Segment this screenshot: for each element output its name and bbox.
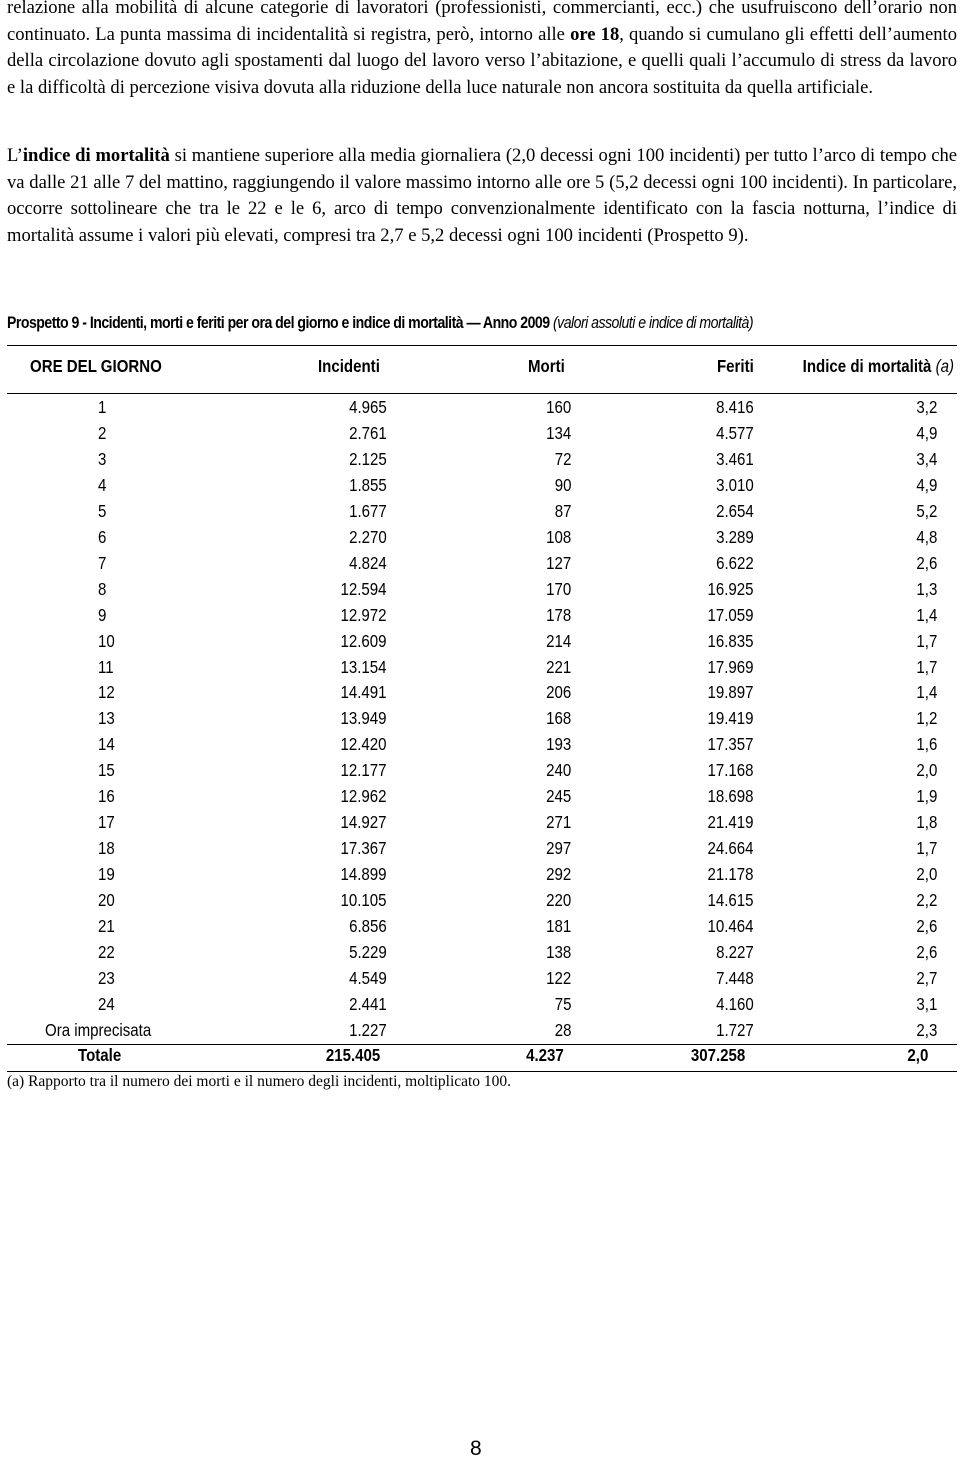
cell-incidenti: 12.594	[340, 578, 387, 599]
cell-morti: 221	[545, 656, 571, 677]
total-incidenti: 215.405	[325, 1045, 380, 1065]
total-morti: 4.237	[526, 1045, 564, 1065]
cell-incidenti: 2.125	[349, 448, 387, 469]
cell-incidenti: 14.927	[340, 812, 387, 833]
cell-feriti: 19.419	[707, 708, 754, 729]
cell-indice: 2,0	[916, 760, 937, 781]
cell-ora: 4	[98, 474, 107, 495]
total-indice: 2,0	[907, 1045, 928, 1065]
cell-incidenti: 12.609	[340, 630, 387, 651]
cell-incidenti: 4.549	[349, 967, 387, 988]
cell-morti: 220	[545, 890, 571, 911]
table-row	[0, 916, 960, 942]
cell-morti: 193	[545, 734, 571, 755]
cell-feriti: 21.419	[707, 812, 754, 833]
total-label: Totale	[78, 1045, 122, 1065]
cell-indice: 1,8	[916, 812, 937, 833]
cell-feriti: 17.168	[707, 760, 754, 781]
cell-incidenti: 2.270	[349, 526, 387, 547]
table-caption-subtitle: (valori assoluti e indice di mortalità)	[552, 314, 754, 332]
table-total-row	[0, 1045, 960, 1071]
cell-ora: 12	[98, 682, 115, 703]
table-bottom-rule	[7, 1071, 957, 1072]
table-row	[0, 631, 960, 657]
table-row	[0, 475, 960, 501]
table-row	[0, 553, 960, 579]
cell-incidenti: 1.677	[349, 500, 387, 521]
cell-ora: 8	[98, 578, 107, 599]
cell-morti: 138	[545, 941, 571, 962]
cell-morti: 108	[545, 526, 571, 547]
cell-ora: 16	[98, 786, 115, 807]
cell-morti: 181	[545, 916, 571, 936]
table-row	[0, 397, 960, 423]
header-indice-label: Indice di mortalità	[802, 356, 932, 376]
cell-ora: 24	[98, 993, 115, 1014]
paragraph-emphasis: indice di mortalità	[22, 145, 170, 166]
table-row	[0, 605, 960, 631]
paragraph-text: L’	[7, 145, 23, 166]
cell-incidenti: 2.761	[349, 422, 387, 443]
cell-morti: 127	[545, 552, 571, 573]
cell-ora: 14	[98, 734, 115, 755]
cell-indice: 2,2	[916, 890, 937, 911]
cell-morti: 160	[545, 397, 571, 417]
cell-feriti: 8.227	[716, 941, 754, 962]
table-row	[0, 760, 960, 786]
paragraph-text: In particolare, occorre sottolineare che tra le 22 e le 6, arco di tempo convenzionalmente identificato con la fascia notturna, l’indice di mortalità assume i valori più elevati, compresi tra 2,7 e 5,2 decessi ogni 100 incidenti (Prospetto 9).	[7, 171, 957, 246]
cell-feriti: 3.461	[716, 448, 754, 469]
cell-ora: 23	[98, 967, 115, 988]
cell-feriti: 7.448	[716, 967, 754, 988]
cell-indice: 1,3	[916, 578, 937, 599]
cell-morti: 28	[554, 1019, 571, 1040]
table-caption	[7, 314, 826, 333]
cell-ora: 11	[98, 656, 114, 677]
cell-feriti: 14.615	[707, 890, 754, 911]
cell-morti: 292	[545, 864, 571, 885]
cell-ora: 2	[98, 422, 107, 443]
paragraph-emphasis: ore 18	[570, 23, 620, 45]
cell-morti: 87	[554, 500, 571, 521]
paragraph-text: , quando si cumulano gli effetti dell’aumento della circolazione dovuto agli spostamenti dal luogo del lavoro verso l’abitazione, e quelli quali l’accumulo di stress da lavoro e la difficoltà di percezione visiva dovuta alla riduzione della luce naturale non ancora sostituita da quella artificiale.	[7, 23, 957, 98]
table-row	[0, 1020, 960, 1046]
cell-ora: 19	[98, 864, 115, 885]
table-row	[0, 734, 960, 760]
cell-morti: 178	[545, 604, 571, 625]
cell-indice: 5,2	[916, 500, 937, 521]
cell-indice: 2,3	[916, 1019, 937, 1040]
table-row	[0, 501, 960, 527]
cell-incidenti: 13.154	[340, 656, 387, 677]
cell-feriti: 24.664	[707, 838, 754, 859]
paragraph-mortality-index	[7, 143, 957, 249]
cell-ora: 20	[98, 890, 115, 911]
table-caption-title: Prospetto 9 - Incidenti, morti e feriti per ora del giorno e indice di mortalità — Anno 2009	[7, 314, 550, 332]
table-row	[0, 449, 960, 475]
cell-ora: 21	[98, 916, 115, 936]
total-feriti: 307.258	[690, 1045, 745, 1065]
cell-ora: 15	[98, 760, 115, 781]
cell-feriti: 17.059	[707, 604, 754, 625]
cell-incidenti: 10.105	[340, 890, 387, 911]
cell-morti: 90	[554, 474, 571, 495]
table-top-rule	[7, 345, 957, 346]
cell-incidenti: 12.420	[340, 734, 387, 755]
cell-feriti: 18.698	[707, 786, 754, 807]
table-row	[0, 968, 960, 994]
cell-ora: 17	[98, 812, 115, 833]
table-row	[0, 890, 960, 916]
page-number: 8	[470, 1437, 482, 1460]
cell-indice: 2,7	[916, 967, 937, 988]
cell-incidenti: 12.962	[340, 786, 387, 807]
cell-morti: 206	[545, 682, 571, 703]
cell-indice: 3,1	[916, 993, 937, 1014]
cell-indice: 4,8	[916, 526, 937, 547]
cell-ora: 7	[98, 552, 107, 573]
cell-morti: 297	[545, 838, 571, 859]
cell-morti: 75	[554, 993, 571, 1014]
cell-incidenti: 2.441	[349, 993, 387, 1014]
cell-indice: 1,6	[916, 734, 937, 755]
cell-morti: 122	[545, 967, 571, 988]
cell-ora: 6	[98, 526, 107, 547]
header-indice-note: (a)	[935, 356, 954, 376]
cell-indice: 1,7	[916, 656, 937, 677]
cell-ora: 3	[98, 448, 107, 469]
cell-indice: 1,4	[916, 604, 937, 625]
table-row	[0, 942, 960, 968]
cell-ora: 10	[98, 630, 115, 651]
cell-feriti: 3.289	[716, 526, 754, 547]
table-row	[0, 864, 960, 890]
cell-indice: 1,7	[916, 838, 937, 859]
paragraph-hourly-accidents	[7, 0, 957, 101]
cell-incidenti: 13.949	[340, 708, 387, 729]
cell-ora: Ora imprecisata	[45, 1019, 152, 1040]
cell-feriti: 16.835	[707, 630, 754, 651]
cell-morti: 245	[545, 786, 571, 807]
cell-incidenti: 12.177	[340, 760, 387, 781]
cell-feriti: 19.897	[707, 682, 754, 703]
table-row	[0, 786, 960, 812]
cell-incidenti: 4.824	[349, 552, 387, 573]
cell-indice: 2,6	[916, 916, 937, 936]
header-ore: ORE DEL GIORNO	[30, 356, 162, 376]
cell-morti: 134	[545, 422, 571, 443]
cell-incidenti: 17.367	[340, 838, 387, 859]
cell-morti: 168	[545, 708, 571, 729]
cell-indice: 2,0	[916, 864, 937, 885]
cell-ora: 5	[98, 500, 107, 521]
header-morti: Morti	[528, 356, 565, 376]
cell-indice: 1,9	[916, 786, 937, 807]
table-row	[0, 682, 960, 708]
cell-incidenti: 5.229	[349, 941, 387, 962]
cell-feriti: 1.727	[716, 1019, 754, 1040]
cell-feriti: 3.010	[716, 474, 754, 495]
cell-indice: 4,9	[916, 474, 937, 495]
table-row	[0, 708, 960, 734]
cell-incidenti: 14.491	[340, 682, 387, 703]
cell-incidenti: 6.856	[349, 916, 387, 936]
cell-morti: 170	[545, 578, 571, 599]
cell-indice: 1,4	[916, 682, 937, 703]
paragraph-text: si mantiene superiore alla media giornaliera (2,0 decessi ogni 100 incidenti) per tutto l’arco di tempo che va dalle 21 alle 7 del mattino, raggiungendo il valore massimo intorno alle ore 5 (5,2 decessi ogni 100 incidenti).	[7, 145, 957, 193]
table-row	[0, 994, 960, 1020]
cell-indice: 3,2	[916, 397, 937, 417]
cell-morti: 240	[545, 760, 571, 781]
cell-indice: 4,9	[916, 422, 937, 443]
table-row	[0, 657, 960, 683]
cell-feriti: 21.178	[707, 864, 754, 885]
cell-feriti: 16.925	[707, 578, 754, 599]
cell-indice: 1,7	[916, 630, 937, 651]
cell-morti: 214	[545, 630, 571, 651]
table-row	[0, 423, 960, 449]
cell-feriti: 17.357	[707, 734, 754, 755]
cell-ora: 1	[98, 397, 107, 417]
cell-feriti: 4.577	[716, 422, 754, 443]
table-row	[0, 838, 960, 864]
table-row	[0, 579, 960, 605]
cell-indice: 3,4	[916, 448, 937, 469]
cell-incidenti: 1.227	[349, 1019, 387, 1040]
cell-feriti: 2.654	[716, 500, 754, 521]
cell-morti: 271	[545, 812, 571, 833]
table-header	[0, 356, 960, 384]
header-feriti: Feriti	[717, 356, 754, 376]
header-incidenti: Incidenti	[318, 356, 380, 376]
table-header-rule	[7, 393, 957, 394]
table-row	[0, 527, 960, 553]
cell-indice: 2,6	[916, 941, 937, 962]
cell-feriti: 4.160	[716, 993, 754, 1014]
table-footnote: (a) Rapporto tra il numero dei morti e il numero degli incidenti, moltiplicato 100.	[7, 1073, 512, 1090]
cell-feriti: 17.969	[707, 656, 754, 677]
cell-indice: 1,2	[916, 708, 937, 729]
cell-ora: 13	[98, 708, 115, 729]
cell-feriti: 6.622	[716, 552, 754, 573]
cell-morti: 72	[554, 448, 571, 469]
cell-incidenti: 14.899	[340, 864, 387, 885]
cell-feriti: 8.416	[716, 397, 754, 417]
header-indice	[803, 356, 954, 377]
cell-incidenti: 4.965	[349, 397, 387, 417]
cell-feriti: 10.464	[707, 916, 754, 936]
cell-indice: 2,6	[916, 552, 937, 573]
paragraph-text: relazione alla mobilità di alcune categorie di lavoratori (professionisti, commercianti, ecc.) che usufruiscono dell’orario non continuato. La punta massima di incidentalità si registra, però, intorno alle	[7, 0, 957, 45]
cell-incidenti: 12.972	[340, 604, 387, 625]
table-row	[0, 812, 960, 838]
cell-ora: 22	[98, 941, 115, 962]
cell-incidenti: 1.855	[349, 474, 387, 495]
cell-ora: 18	[98, 838, 115, 859]
cell-ora: 9	[98, 604, 107, 625]
